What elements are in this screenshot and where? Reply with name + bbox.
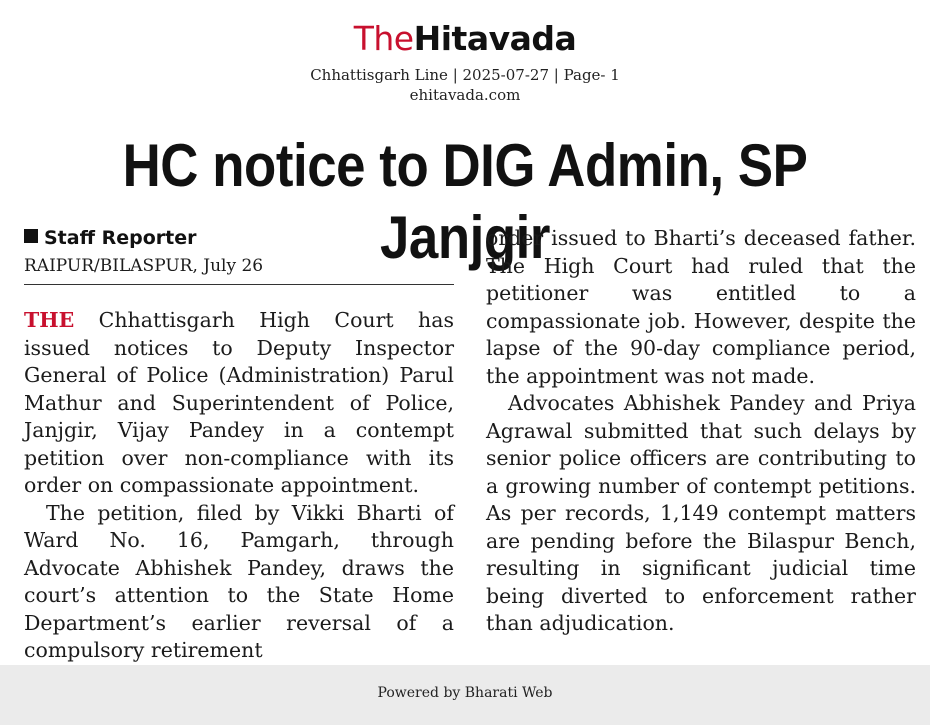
edition-line: Chhattisgarh Line | 2025-07-27 | Page- 1 — [310, 66, 620, 84]
article-column-right — [486, 225, 916, 638]
article-paragraph-3: order issued to Bharti’s deceased father. The High Court had ruled that the petitioner was entitled to a compassionate job. However, despite the lapse of the 90-day compliance period, the appointment was not made. — [486, 226, 916, 388]
dateline: RAIPUR/BILASPUR, July 26 — [24, 256, 264, 276]
byline-divider — [24, 284, 454, 285]
article-paragraph-2: The petition, filed by Vikki Bharti of Ward No. 16, Pamgarh, through Advocate Abhishek Pandey, draws the court’s attention to the State Home Department’s earlier reversal of a compulsory retirement — [24, 500, 454, 662]
paragraph-1-text: Chhattisgarh High Court has issued notices to Deputy Inspector General of Police (Administration) Parul Mathur and Superintendent of Police, Janjgir, Vijay Pandey in a contempt petition over non-compliance with its order on compassionate appointment. — [24, 308, 454, 497]
byline — [24, 226, 454, 250]
masthead-name: Hitavada — [413, 19, 577, 58]
square-bullet-icon — [24, 229, 38, 243]
site-link[interactable]: ehitavada.com — [409, 86, 521, 104]
byline-text: Staff Reporter — [44, 227, 197, 249]
masthead-the: The — [353, 19, 414, 58]
article-column-left — [24, 307, 454, 665]
footer-credit[interactable]: Powered by Bharati Web — [377, 685, 553, 701]
lead-word: THE — [24, 308, 75, 332]
headline: HC notice to DIG Admin, SP Janjgir — [122, 132, 808, 271]
article-paragraph-1 — [24, 307, 454, 500]
footer-bar — [0, 665, 930, 725]
article-paragraph-4: Advocates Abhishek Pandey and Priya Agrawal submitted that such delays by senior police officers are contributing to a growing number of contempt petitions. As per records, 1,149 contempt matters are pending before the Bilaspur Bench, resulting in significant judicial time being diverted to enforcement rather than adjudication. — [486, 391, 916, 635]
masthead-logo — [0, 20, 930, 58]
